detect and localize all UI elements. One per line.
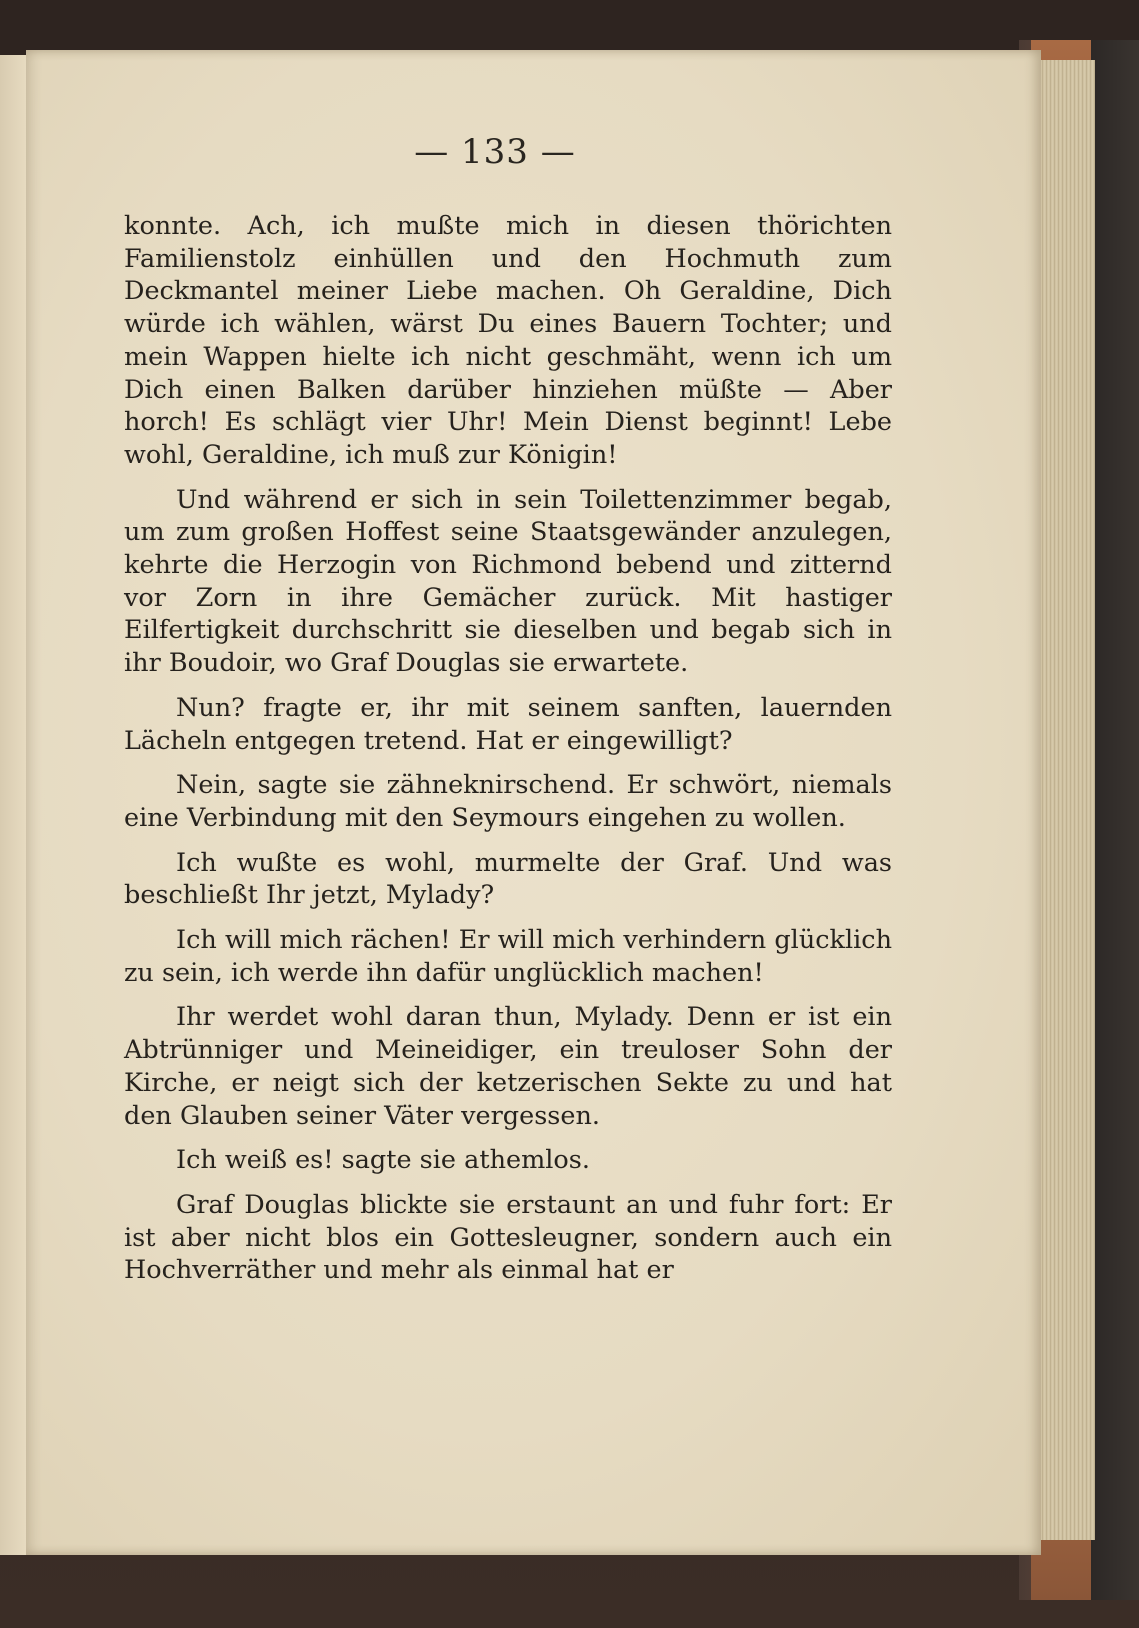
page-number: — 133 — <box>414 132 576 172</box>
paragraph: Graf Douglas blickte sie erstaunt an und fuhr fort: Er ist aber nicht blos ein Gottesleugner, sondern auch ein Hochverräther und mehr als einmal hat er <box>124 1189 892 1286</box>
facing-page-edge <box>0 55 28 1555</box>
paragraph: Und während er sich in sein Toilettenzimmer begab, um zum großen Hoffest seine Staatsgewänder anzulegen, kehrte die Herzogin von Richmond bebend und zitternd vor Zorn in ihre Gemächer zurück. Mit hastiger Eilfertigkeit durchschritt sie dieselben und begab sich in ihr Boudoir, wo Graf Douglas sie erwartete. <box>124 484 892 679</box>
paragraph: Ihr werdet wohl daran thun, Mylady. Denn er ist ein Abtrünniger und Meineidiger, ein treuloser Sohn der Kirche, er neigt sich der ketzerischen Sekte zu und hat den Glauben seiner Väter vergessen. <box>124 1002 892 1131</box>
paragraph: Ich weiß es! sagte sie athemlos. <box>176 1145 590 1176</box>
paragraph: konnte. Ach, ich mußte mich in diesen thörichten Familienstolz einhüllen und den Hochmuth zum Deckmantel meiner Liebe machen. Oh Geraldine, Dich würde ich wählen, wärst Du eines Bauern Tochter; und mein Wappen hielte ich nicht geschmäht, wenn ich um Dich einen Balken darüber hinziehen müßte — Aber horch! Es schlägt vier Uhr! Mein Dienst beginnt! Lebe wohl, Geraldine, ich muß zur Königin! <box>124 211 892 470</box>
paragraph: Nein, sagte sie zähneknirschend. Er schwört, niemals eine Verbindung mit den Seymours eingehen zu wollen. <box>124 770 892 833</box>
body-text <box>124 210 892 1299</box>
page-block-edges <box>1035 60 1095 1540</box>
paragraph: Ich wußte es wohl, murmelte der Graf. Und was beschließt Ihr jetzt, Mylady? <box>124 847 892 911</box>
paragraph: Nun? fragte er, ihr mit seinem sanften, lauernden Lächeln entgegen tretend. Hat er eingewilligt? <box>124 692 892 756</box>
paragraph: Ich will mich rächen! Er will mich verhindern glücklich zu sein, ich werde ihn dafür unglücklich machen! <box>124 925 892 988</box>
